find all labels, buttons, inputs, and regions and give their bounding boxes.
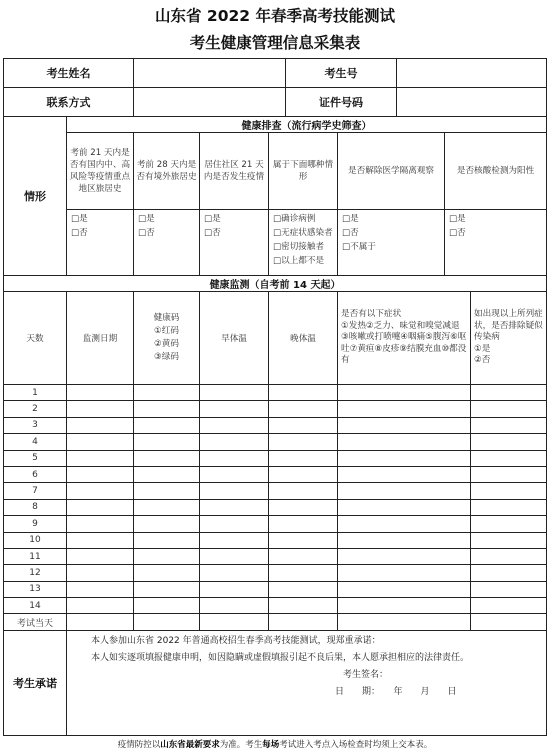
table-row (4, 565, 547, 581)
table-row (4, 598, 547, 614)
date-label[interactable]: 日 期： 年 月 日 (335, 686, 457, 697)
entry-cell[interactable] (269, 565, 338, 581)
entry-cell[interactable] (200, 401, 269, 417)
entry-cell[interactable] (471, 516, 547, 532)
entry-cell[interactable] (269, 434, 338, 450)
situation-label: 情形 (4, 117, 67, 276)
table-row (4, 614, 547, 630)
checkbox-no[interactable]: □否 (204, 228, 221, 238)
checkbox-yes[interactable]: □是 (138, 214, 155, 224)
entry-cell[interactable] (134, 581, 200, 597)
checkbox-yes[interactable]: □是 (204, 214, 221, 224)
col-morning-temp: 早体温 (200, 292, 269, 385)
entry-cell[interactable] (200, 581, 269, 597)
entry-cell[interactable] (338, 614, 471, 630)
day-label: 7 (4, 483, 67, 499)
col-date: 监测日期 (67, 292, 134, 385)
entry-cell[interactable] (338, 450, 471, 466)
day-label: 8 (4, 499, 67, 515)
entry-cell[interactable] (67, 516, 134, 532)
table-row (4, 532, 547, 548)
entry-cell[interactable] (338, 466, 471, 482)
entry-cell[interactable] (471, 565, 547, 581)
day-label: 3 (4, 417, 67, 433)
col-evening-temp: 晚体温 (269, 292, 338, 385)
day-label: 14 (4, 598, 67, 614)
entry-cell[interactable] (471, 434, 547, 450)
entry-cell[interactable] (67, 598, 134, 614)
day-label: 13 (4, 581, 67, 597)
day-label: 9 (4, 516, 67, 532)
entry-cell[interactable] (200, 499, 269, 515)
entry-cell[interactable] (269, 532, 338, 548)
screening-options[interactable] (269, 210, 338, 276)
entry-cell[interactable] (200, 483, 269, 499)
entry-cell[interactable] (338, 401, 471, 417)
entry-cell[interactable] (67, 401, 134, 417)
entry-cell[interactable] (200, 548, 269, 564)
checkbox-yes[interactable]: □是 (342, 214, 359, 224)
entry-cell[interactable] (338, 548, 471, 564)
promise-text (67, 630, 547, 735)
entry-cell[interactable] (471, 581, 547, 597)
entry-cell[interactable] (269, 548, 338, 564)
entry-cell[interactable] (134, 385, 200, 401)
entry-cell[interactable] (338, 483, 471, 499)
checkbox-none[interactable]: □以上都不是 (273, 256, 325, 266)
col-symptoms: 是否有以下症状 ①发热②乏力、味觉和嗅觉减退③咳嗽或打喷嚏④咽痛⑤腹泻⑥呕吐⑦黄疸⑧皮疹⑨结膜充血⑩都没有 (338, 292, 471, 385)
entry-cell[interactable] (67, 548, 134, 564)
table-row (4, 548, 547, 564)
checkbox-asymptomatic[interactable]: □无症状感染者 (273, 228, 333, 238)
entry-cell[interactable] (269, 598, 338, 614)
entry-cell[interactable] (471, 614, 547, 630)
entry-cell[interactable] (134, 532, 200, 548)
day-label: 10 (4, 532, 67, 548)
entry-cell[interactable] (134, 565, 200, 581)
form-subtitle: 考生健康管理信息采集表 (189, 34, 361, 52)
table-row (4, 516, 547, 532)
entry-cell[interactable] (134, 548, 200, 564)
entry-cell[interactable] (471, 450, 547, 466)
checkbox-no[interactable]: □否 (71, 228, 88, 238)
entry-cell[interactable] (471, 385, 547, 401)
entry-cell[interactable] (269, 401, 338, 417)
entry-cell[interactable] (471, 548, 547, 564)
entry-cell[interactable] (338, 516, 471, 532)
entry-cell[interactable] (200, 450, 269, 466)
table-row (4, 483, 547, 499)
entry-cell[interactable] (200, 466, 269, 482)
exam-no-label: 考生号 (286, 59, 397, 88)
entry-cell[interactable] (338, 385, 471, 401)
entry-cell[interactable] (134, 598, 200, 614)
health-form-table (3, 58, 547, 736)
entry-cell[interactable] (67, 385, 134, 401)
entry-cell[interactable] (269, 499, 338, 515)
entry-cell[interactable] (338, 581, 471, 597)
day-label: 考试当天 (4, 614, 67, 630)
checkbox-no[interactable]: □否 (449, 228, 466, 238)
day-label: 5 (4, 450, 67, 466)
entry-cell[interactable] (338, 499, 471, 515)
checkbox-no[interactable]: □否 (138, 228, 155, 238)
col-days: 天数 (4, 292, 67, 385)
entry-cell[interactable] (471, 483, 547, 499)
col-health-code: 健康码 ①红码 ②黄码 ③绿码 (134, 292, 200, 385)
entry-cell[interactable] (200, 434, 269, 450)
id-label: 证件号码 (286, 88, 397, 117)
entry-cell[interactable] (67, 614, 134, 630)
entry-cell[interactable] (471, 532, 547, 548)
entry-cell[interactable] (269, 483, 338, 499)
screening-header: 健康排查（流行病学史筛查） (67, 117, 547, 133)
table-row (4, 499, 547, 515)
promise-label: 考生承诺 (4, 630, 67, 735)
checkbox-yes[interactable]: □是 (449, 214, 466, 224)
screening-options[interactable] (67, 210, 134, 276)
screening-options[interactable] (200, 210, 269, 276)
screening-options[interactable] (445, 210, 547, 276)
entry-cell[interactable] (338, 565, 471, 581)
entry-cell[interactable] (338, 417, 471, 433)
entry-cell[interactable] (338, 434, 471, 450)
entry-cell[interactable] (134, 417, 200, 433)
form-title: 山东省 2022 年春季高考技能测试 (155, 7, 395, 25)
entry-cell[interactable] (134, 434, 200, 450)
entry-cell[interactable] (67, 565, 134, 581)
entry-cell[interactable] (269, 581, 338, 597)
table-row (4, 466, 547, 482)
checkbox-close-contact[interactable]: □密切接触者 (273, 242, 325, 252)
entry-cell[interactable] (134, 450, 200, 466)
monitoring-header: 健康监测（自考前 14 天起） (4, 276, 547, 292)
entry-cell[interactable] (269, 450, 338, 466)
table-row (4, 581, 547, 597)
entry-cell[interactable] (471, 598, 547, 614)
table-row (4, 385, 547, 401)
screening-question: 是否核酸检测为阳性 (445, 133, 547, 210)
monitoring-rows (4, 385, 547, 631)
entry-cell[interactable] (134, 516, 200, 532)
day-label: 12 (4, 565, 67, 581)
entry-cell[interactable] (67, 466, 134, 482)
entry-cell[interactable] (200, 565, 269, 581)
exam-no-field[interactable] (397, 59, 547, 88)
name-label: 考生姓名 (4, 59, 134, 88)
entry-cell[interactable] (200, 598, 269, 614)
entry-cell[interactable] (471, 499, 547, 515)
id-field[interactable] (397, 88, 547, 117)
day-label: 4 (4, 434, 67, 450)
checkbox-yes[interactable]: □是 (71, 214, 88, 224)
entry-cell[interactable] (134, 401, 200, 417)
checkbox-no[interactable]: □否 (342, 228, 359, 238)
entry-cell[interactable] (134, 466, 200, 482)
entry-cell[interactable] (269, 466, 338, 482)
screening-question: 属于下面哪种情形 (269, 133, 338, 210)
screening-question: 考前 21 天内是否有国内中、高风险等疫情重点地区旅居史 (67, 133, 134, 210)
entry-cell[interactable] (200, 417, 269, 433)
day-label: 6 (4, 466, 67, 482)
table-row (4, 434, 547, 450)
entry-cell[interactable] (67, 483, 134, 499)
entry-cell[interactable] (67, 499, 134, 515)
name-field[interactable] (134, 59, 286, 88)
entry-cell[interactable] (67, 450, 134, 466)
entry-cell[interactable] (338, 532, 471, 548)
entry-cell[interactable] (200, 385, 269, 401)
entry-cell[interactable] (134, 614, 200, 630)
screening-options[interactable] (134, 210, 200, 276)
entry-cell[interactable] (269, 516, 338, 532)
table-row (4, 450, 547, 466)
checkbox-confirmed[interactable]: □确诊病例 (273, 214, 316, 224)
entry-cell[interactable] (67, 434, 134, 450)
day-label: 2 (4, 401, 67, 417)
entry-cell[interactable] (200, 614, 269, 630)
screening-question: 考前 28 天内是否有境外旅居史 (134, 133, 200, 210)
promise-line-2: 本人如实逐项填报健康申明，如因隐瞒或虚假填报引起不良后果，本人愿承担相应的法律责任。 (91, 652, 470, 663)
entry-cell[interactable] (269, 614, 338, 630)
entry-cell[interactable] (471, 401, 547, 417)
checkbox-not-applicable[interactable]: □不属于 (342, 242, 376, 252)
footer-note: 疫情防控以山东省最新要求为准。考生每场考试进入考点入场检查时均须上交本表。 (117, 740, 433, 750)
entry-cell[interactable] (269, 417, 338, 433)
entry-cell[interactable] (67, 581, 134, 597)
screening-question: 居住社区 21 天内是否发生疫情 (200, 133, 269, 210)
col-exclude: 如出现以上所列症状，是否排除疑似传染病 ①是 ②否 (471, 292, 547, 385)
entry-cell[interactable] (67, 417, 134, 433)
entry-cell[interactable] (471, 417, 547, 433)
day-label: 1 (4, 385, 67, 401)
table-row (4, 401, 547, 417)
contact-label: 联系方式 (4, 88, 134, 117)
entry-cell[interactable] (200, 532, 269, 548)
screening-options[interactable] (338, 210, 445, 276)
entry-cell[interactable] (338, 598, 471, 614)
entry-cell[interactable] (200, 516, 269, 532)
entry-cell[interactable] (134, 499, 200, 515)
entry-cell[interactable] (269, 385, 338, 401)
entry-cell[interactable] (67, 532, 134, 548)
screening-question: 是否解除医学隔离观察 (338, 133, 445, 210)
promise-line-1: 本人参加山东省 2022 年普通高校招生春季高考技能测试，现郑重承诺： (91, 635, 381, 646)
entry-cell[interactable] (471, 466, 547, 482)
entry-cell[interactable] (134, 483, 200, 499)
day-label: 11 (4, 548, 67, 564)
contact-field[interactable] (134, 88, 286, 117)
signature-label[interactable]: 考生签名： (343, 669, 389, 680)
table-row (4, 417, 547, 433)
